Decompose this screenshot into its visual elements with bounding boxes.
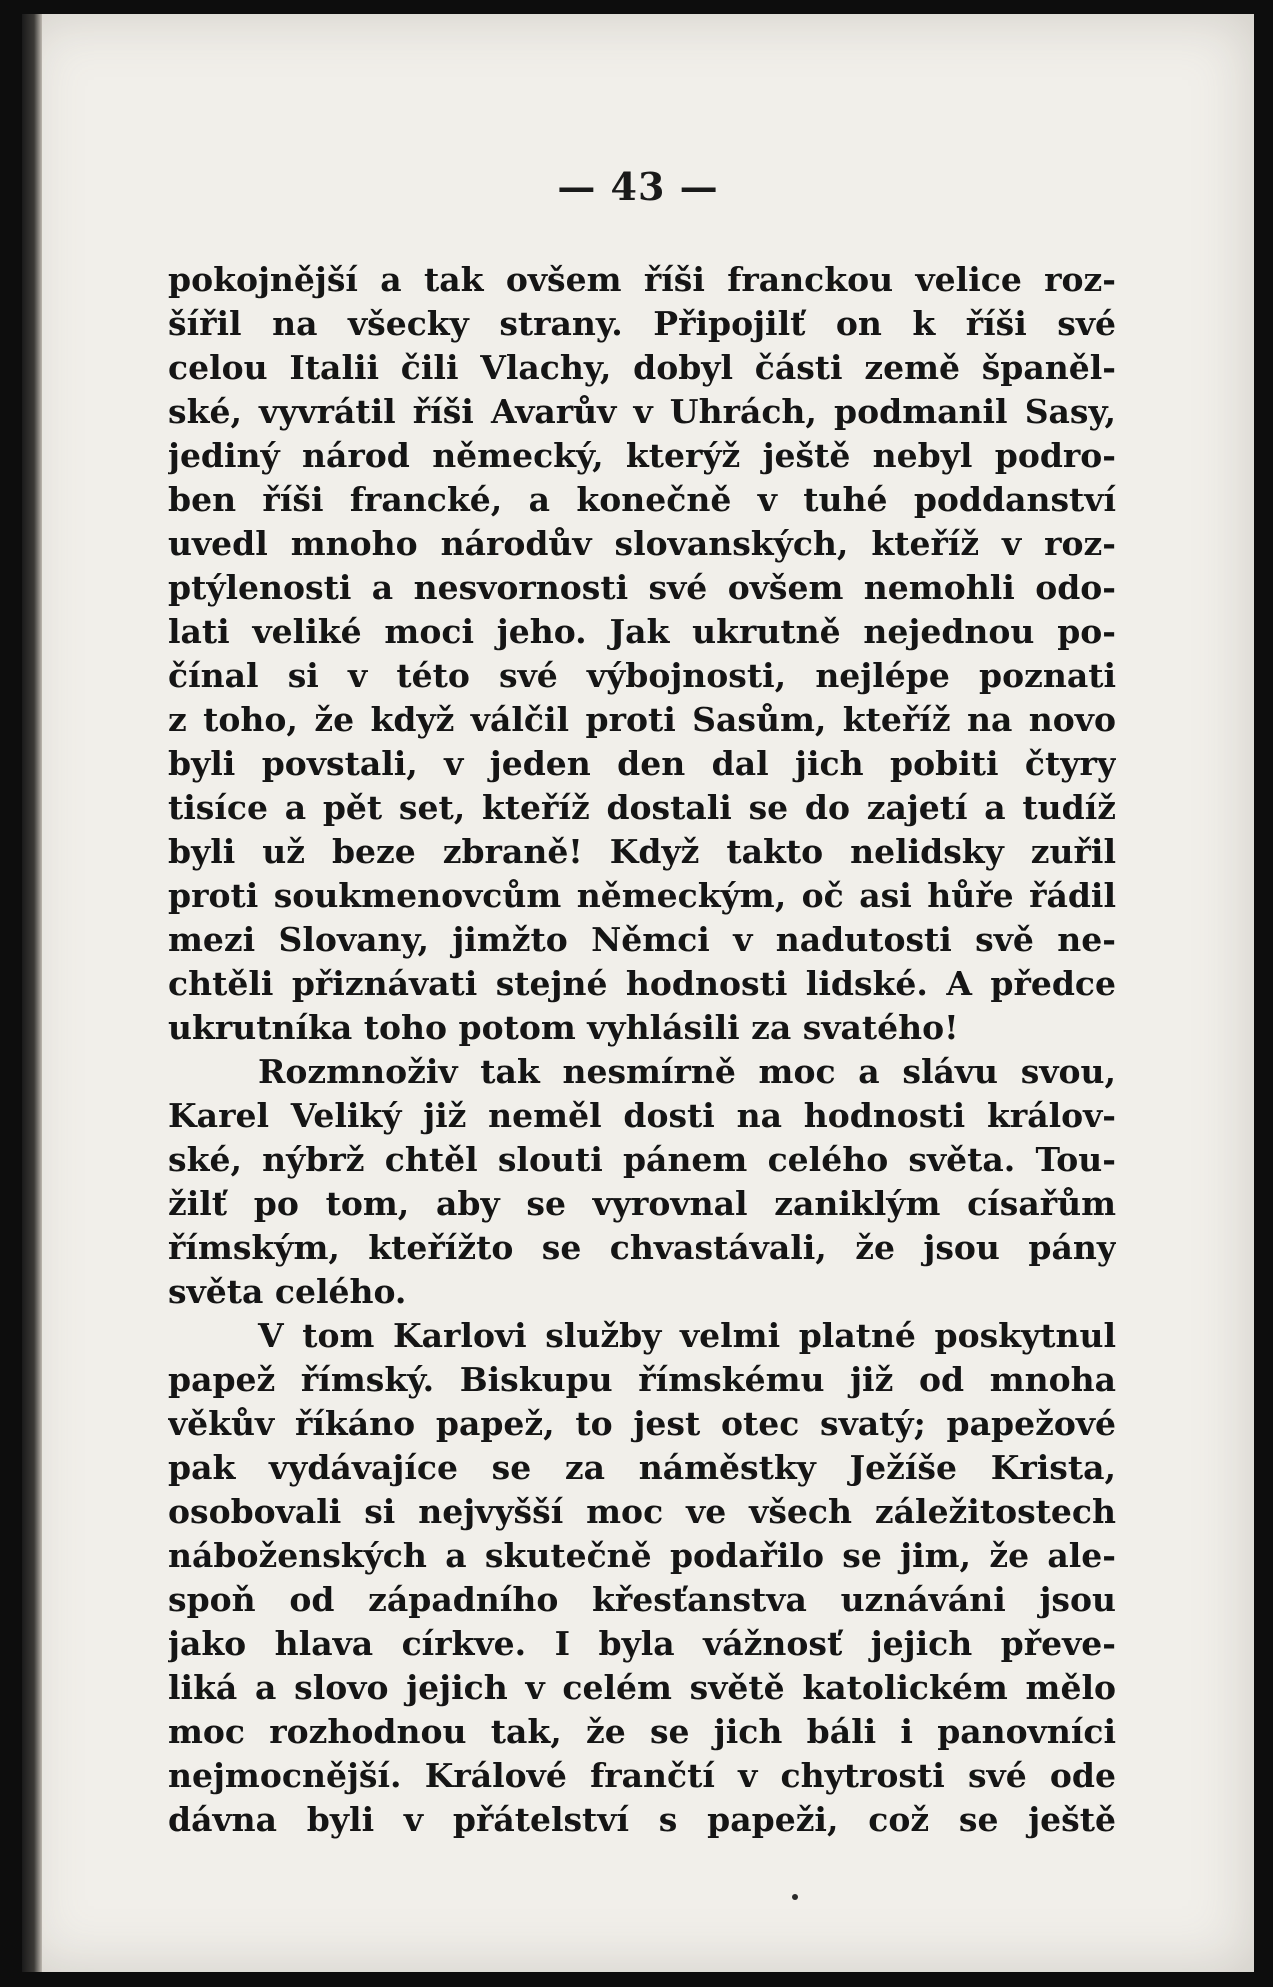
text-line: papež římský. Biskupu římskému již od mnoha: [168, 1360, 1116, 1399]
text-line: ukrutníka toho potom vyhlásili za svatého!: [168, 1008, 959, 1047]
text-line: žilť po tom, aby se vyrovnal zaniklým císařům: [168, 1184, 1116, 1223]
page-number: — 43 —: [557, 164, 719, 209]
text-line: čínal si v této své výbojnosti, nejlépe poznati: [168, 656, 1116, 695]
text-line: V tom Karlovi služby velmi platné poskytnul: [258, 1316, 1116, 1355]
text-line: pak vydávajíce se za náměstky Ježíše Krista,: [168, 1448, 1116, 1487]
text-line: lati veliké moci jeho. Jak ukrutně nejednou po-: [168, 612, 1116, 651]
text-line: tisíce a pět set, kteříž dostali se do zajetí a tudíž: [168, 788, 1116, 827]
text-line: celou Italii čili Vlachy, dobyl části země španěl-: [168, 348, 1116, 387]
text-line: liká a slovo jejich v celém světě katolickém mělo: [168, 1668, 1116, 1707]
body-text: [168, 258, 1116, 1842]
text-line: proti soukmenovcům německým, oč asi hůře řádil: [168, 876, 1116, 915]
text-line: ben říši francké, a konečně v tuhé poddanství: [168, 480, 1116, 519]
text-line: Rozmnoživ tak nesmírně moc a slávu svou,: [258, 1052, 1116, 1091]
text-line: římským, kteřížto se chvastávali, že jsou pány: [168, 1228, 1116, 1267]
text-line: pokojnější a tak ovšem říši franckou velice roz-: [168, 260, 1116, 299]
text-line: osobovali si nejvyšší moc ve všech záležitostech: [168, 1492, 1116, 1531]
book-page: [22, 14, 1254, 1972]
text-line: spoň od západního křesťanstva uznáváni jsou: [168, 1580, 1116, 1619]
text-line: ské, nýbrž chtěl slouti pánem celého světa. Tou-: [168, 1140, 1116, 1179]
text-line: dávna byli v přátelství s papeži, což se ještě: [168, 1800, 1116, 1839]
text-line: jako hlava církve. I byla vážnosť jejich převe-: [168, 1624, 1116, 1663]
text-line: ské, vyvrátil říši Avarův v Uhrách, podmanil Sasy,: [168, 392, 1116, 431]
text-line: chtěli přiznávati stejné hodnosti lidské. A předce: [168, 964, 1116, 1003]
text-line: mezi Slovany, jimžto Němci v nadutosti svě ne-: [168, 920, 1116, 959]
text-line: z toho, že když válčil proti Sasům, kteříž na novo: [168, 700, 1116, 739]
text-line: uvedl mnoho národův slovanských, kteříž v roz-: [168, 524, 1116, 563]
ink-speck: [792, 1894, 798, 1900]
text-line: jediný národ německý, kterýž ještě nebyl podro-: [168, 436, 1116, 475]
text-line: Karel Veliký již neměl dosti na hodnosti králov-: [168, 1096, 1116, 1135]
text-line: byli povstali, v jeden den dal jich pobiti čtyry: [168, 744, 1116, 783]
text-line: šířil na všecky strany. Připojilť on k říši své: [168, 304, 1116, 343]
text-line: moc rozhodnou tak, že se jich báli i panovníci: [168, 1712, 1116, 1751]
text-line: věkův říkáno papež, to jest otec svatý; papežové: [168, 1404, 1116, 1443]
text-line: ptýlenosti a nesvornosti své ovšem nemohli odo-: [168, 568, 1116, 607]
text-line: nejmocnější. Králové frančtí v chytrosti své ode: [168, 1756, 1116, 1795]
page-binding-edge: [22, 14, 42, 1972]
text-line: světa celého.: [168, 1272, 407, 1311]
text-line: náboženských a skutečně podařilo se jim, že ale-: [168, 1536, 1116, 1575]
text-line: byli už beze zbraně! Když takto nelidsky zuřil: [168, 832, 1116, 871]
